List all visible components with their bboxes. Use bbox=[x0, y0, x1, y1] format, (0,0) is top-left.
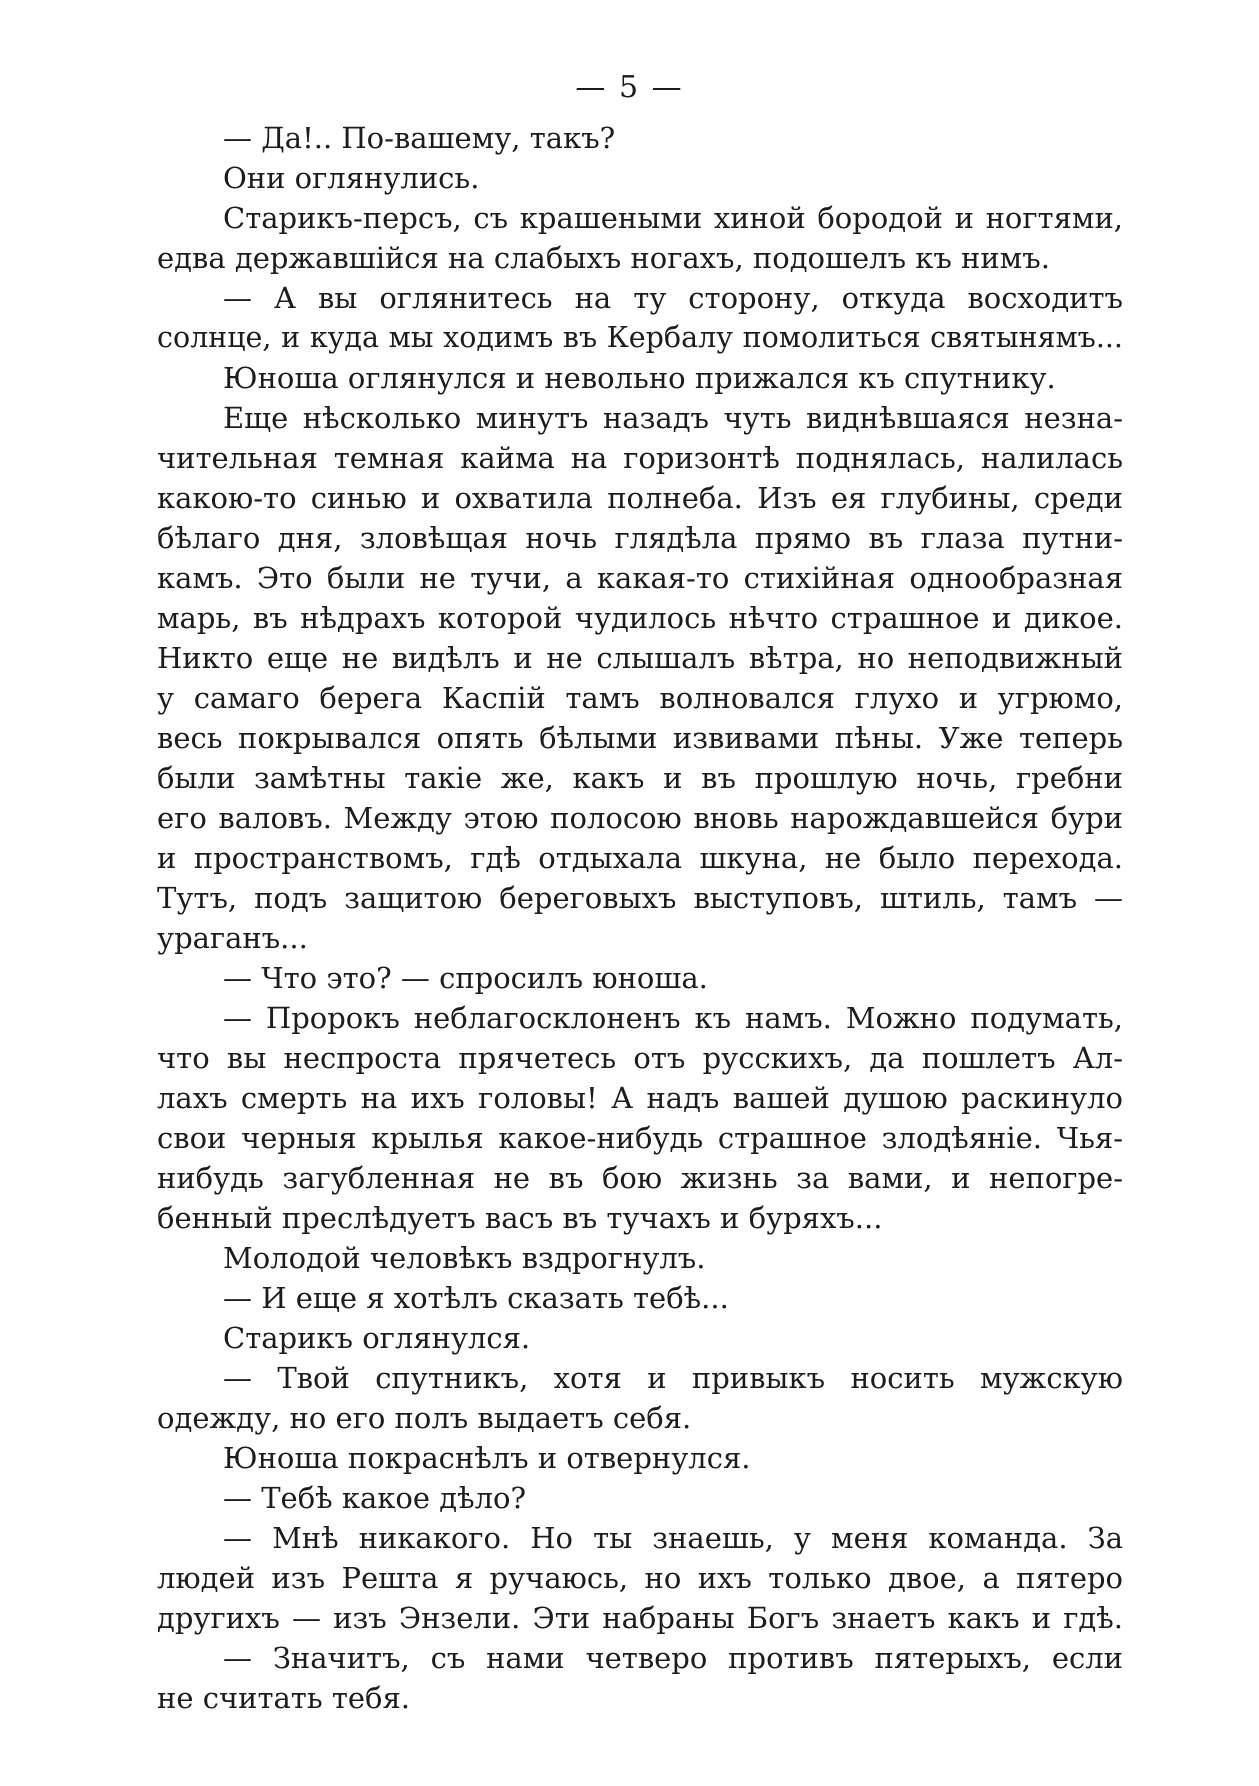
text-line: марь, въ нѣдрахъ которой чудилось нѣчто страшное и дикое. bbox=[157, 601, 1123, 635]
text-line: Никто еще не видѣлъ и не слышалъ вѣтра, но неподвижный bbox=[157, 641, 1123, 675]
page-number: — 5 — bbox=[575, 70, 684, 105]
text-line: — Пророкъ неблагосклоненъ къ намъ. Можно подумать, bbox=[223, 1001, 1123, 1035]
text-line: камъ. Это были не тучи, а какая-то стихійная однообразная bbox=[157, 561, 1123, 595]
text-line: — И еще я хотѣлъ сказать тебѣ... bbox=[223, 1281, 729, 1315]
text-line: едва державшійся на слабыхъ ногахъ, подошелъ къ нимъ. bbox=[157, 241, 1050, 275]
text-line: Молодой человѣкъ вздрогнулъ. bbox=[223, 1241, 706, 1275]
text-line: бѣлаго дня, зловѣщая ночь глядѣла прямо въ глаза путни- bbox=[157, 521, 1123, 555]
text-line: людей изъ Решта я ручаюсь, но ихъ только двое, а пятеро bbox=[157, 1561, 1123, 1595]
text-line: — Да!.. По-вашему, такъ? bbox=[223, 121, 616, 155]
text-line: Юноша покраснѣлъ и отвернулся. bbox=[223, 1441, 751, 1475]
text-line: и пространствомъ, гдѣ отдыхала шкуна, не было перехода. bbox=[157, 841, 1123, 875]
text-line: его валовъ. Между этою полосою вновь нарождавшейся бури bbox=[157, 801, 1123, 835]
text-line: — Тебѣ какое дѣло? bbox=[223, 1481, 527, 1515]
text-line: Они оглянулись. bbox=[223, 161, 480, 195]
text-line: — Мнѣ никакого. Но ты знаешь, у меня команда. За bbox=[223, 1521, 1123, 1555]
text-line: Еще нѣсколько минутъ назадъ чуть виднѣвшаяся незна- bbox=[223, 401, 1123, 435]
text-line: ураганъ... bbox=[157, 921, 308, 955]
text-line: Старикъ оглянулся. bbox=[223, 1321, 531, 1355]
text-line: — Что это? — спросилъ юноша. bbox=[223, 961, 708, 995]
text-line: — Значитъ, съ нами четверо противъ пятерыхъ, если bbox=[223, 1641, 1123, 1675]
text-line: нибудь загубленная не въ бою жизнь за вами, и непогре- bbox=[157, 1161, 1123, 1195]
text-line: были замѣтны такіе же, какъ и въ прошлую ночь, гребни bbox=[157, 761, 1123, 795]
text-line: Старикъ-персъ, съ крашеными хиной бородой и ногтями, bbox=[223, 201, 1123, 235]
text-line: чительная темная кайма на горизонтѣ поднялась, налилась bbox=[157, 441, 1123, 475]
text-line: другихъ — изъ Энзели. Эти набраны Богъ знаетъ какъ и гдѣ. bbox=[157, 1601, 1123, 1635]
page-text bbox=[157, 118, 1123, 1718]
text-line: одежду, но его полъ выдаетъ себя. bbox=[157, 1401, 692, 1435]
text-line: лахъ смерть на ихъ головы! А надъ вашей душою раскинуло bbox=[157, 1081, 1123, 1115]
text-line: какою-то синью и охватила полнеба. Изъ ея глубины, среди bbox=[157, 481, 1123, 515]
text-line: весь покрывался опять бѣлыми извивами пѣны. Уже теперь bbox=[157, 721, 1123, 755]
text-line: что вы неспроста прячетесь отъ русскихъ, да пошлетъ Ал- bbox=[157, 1041, 1123, 1075]
text-line: — Твой спутникъ, хотя и привыкъ носить мужскую bbox=[223, 1361, 1123, 1395]
text-line: Юноша оглянулся и невольно прижался къ спутнику. bbox=[223, 361, 1056, 395]
text-line: Тутъ, подъ защитою береговыхъ выступовъ, штиль, тамъ — bbox=[157, 881, 1123, 915]
text-line: солнце, и куда мы ходимъ въ Кербалу помолиться святынямъ... bbox=[157, 321, 1123, 354]
text-line: не считать тебя. bbox=[157, 1681, 411, 1715]
text-line: бенный преслѣдуетъ васъ въ тучахъ и буряхъ... bbox=[157, 1201, 883, 1235]
text-line: — А вы оглянитесь на ту сторону, откуда восходитъ bbox=[223, 281, 1123, 315]
text-line: свои черныя крылья какое-нибудь страшное злодѣяніе. Чья- bbox=[157, 1121, 1123, 1155]
text-line: у самаго берега Каспій тамъ волновался глухо и угрюмо, bbox=[157, 681, 1123, 715]
